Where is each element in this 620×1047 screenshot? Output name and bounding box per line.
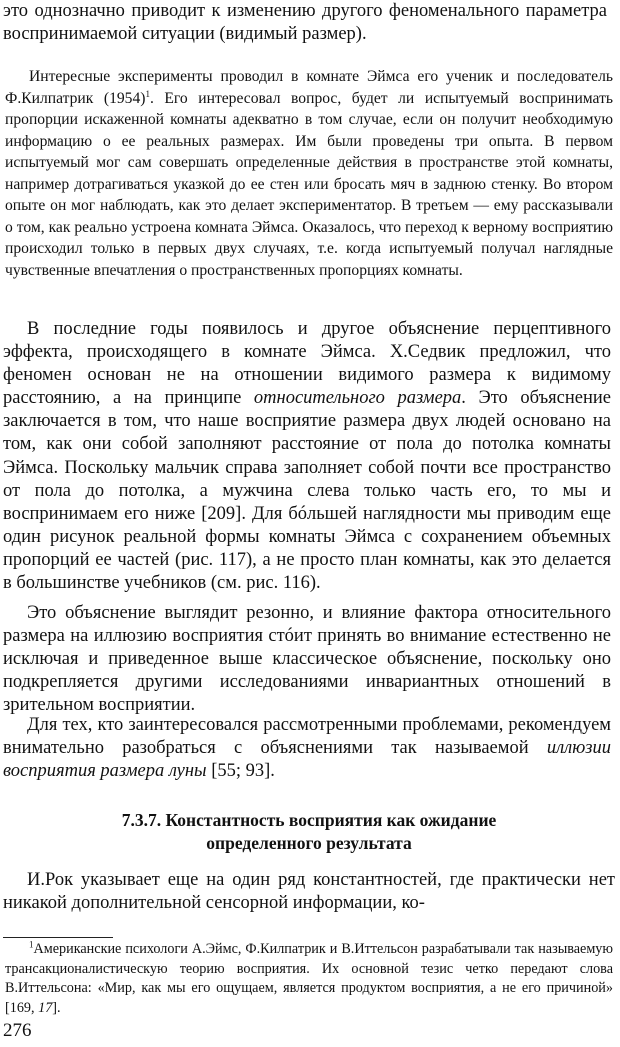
footnote-text-start: Американские психологи А.Эймс, Ф.Килпатрик и В.Иттельсон разрабатывали так называемую трансакционалистическую теорию восприятия. Их основной тезис четко передают слова В.Иттельсона: «Мир, как мы его ощущаем, является продуктом восприятия, а не его причиной» [169, bbox=[5, 941, 613, 1016]
paragraph-sedgwick-explanation bbox=[3, 318, 611, 595]
footnote-divider bbox=[3, 937, 113, 938]
paragraph-explanation-reasonable: Это объяснение выглядит резонно, и влияние фактора относительного размера на иллюзию восприятия стóит принять во внимание естественно не исключая и приведенное выше классическое объяснение, поскольку оно подкрепляется другими исследованиями инвариантных отношений в зрительном восприятии. bbox=[3, 603, 611, 716]
sedgwick-text-end: . Это объяснение заключается в том, что наше восприятие размера двух людей основано на том, как они собой заполняют расстояние от пола до потолка комнаты Эймса. Поскольку мальчик справа заполняет собой почти все пространство от пола до потолка, а мужчина слева только часть его, то мы и воспринимаем его ниже [209]. Для бóльшей наглядности мы приводим еще один рисунок реальной формы комнаты Эймса с сохранением объемных пропорций ее частей (рис. 117), а не просто план комнаты, как это делается в большинстве учебников (см. рис. 116). bbox=[3, 388, 611, 594]
page-number: 276 bbox=[3, 1020, 32, 1041]
paragraph-kilpatrick-experiments bbox=[5, 66, 613, 281]
moon-text-start: Для тех, кто заинтересовался рассмотренными проблемами, рекомендуем внимательно разобраться с объяснениями так называемой bbox=[3, 715, 611, 759]
footnote-page-ref: 17 bbox=[38, 999, 53, 1016]
kilpatrick-text-start: Интересные эксперименты проводил в комнате Эймса его ученик и последователь Ф.Килпатрик (1954) bbox=[5, 68, 613, 107]
moon-text-end: [55; 93]. bbox=[206, 761, 275, 782]
footnote-reference: 1 bbox=[145, 88, 150, 99]
footnote-marker: 1 bbox=[29, 939, 34, 950]
section-heading bbox=[3, 809, 615, 855]
paragraph-moon-illusion bbox=[3, 714, 611, 783]
footnote bbox=[5, 940, 613, 1018]
paragraph-continuation: это однозначно приводит к изменению другого феноменального параметра воспринимаемой ситуации (видимый размер). bbox=[3, 1, 607, 45]
section-heading-line-2: определенного результата bbox=[206, 833, 412, 853]
relative-size-term: относительного размера bbox=[253, 388, 462, 409]
footnote-text-end: ]. bbox=[52, 999, 61, 1016]
section-heading-line-1: 7.3.7. Константность восприятия как ожидание bbox=[121, 810, 497, 830]
paragraph-rock-constancies: И.Рок указывает еще на один ряд константностей, где практически нет никакой дополнительной сенсорной информации, ко- bbox=[3, 870, 615, 914]
kilpatrick-text-end: . Его интересовал вопрос, будет ли испытуемый воспринимать пропорции искаженной комнаты адекватно в том случае, если он получит необходимую информацию о ее реальных размерах. Им были проведены три опыта. В первом испытуемый мог сам совершать определенные действия в пространстве этой комнаты, например дотрагиваться указкой до ее стен или бросать мяч в заднюю стенку. Во втором опыте он мог наблюдать, как это делает экспериментатор. В третьем — ему рассказывали о том, как реально устроена комната Эймса. Оказалось, что переход к верному восприятию происходил только в первых двух случаях, т.е. когда испытуемый получал наглядные чувственные впечатления о пространственных пропорциях комнаты. bbox=[5, 89, 613, 279]
sedgwick-text-start: В последние годы появилось и другое объяснение перцептивного эффекта, происходящего в комнате Эймса. Х.Седвик предложил, что феномен основан не на отношении видимого размера к видимому расстоянию, а на принципе bbox=[3, 319, 611, 409]
moon-illusion-term: иллюзии восприятия размера луны bbox=[3, 738, 611, 782]
